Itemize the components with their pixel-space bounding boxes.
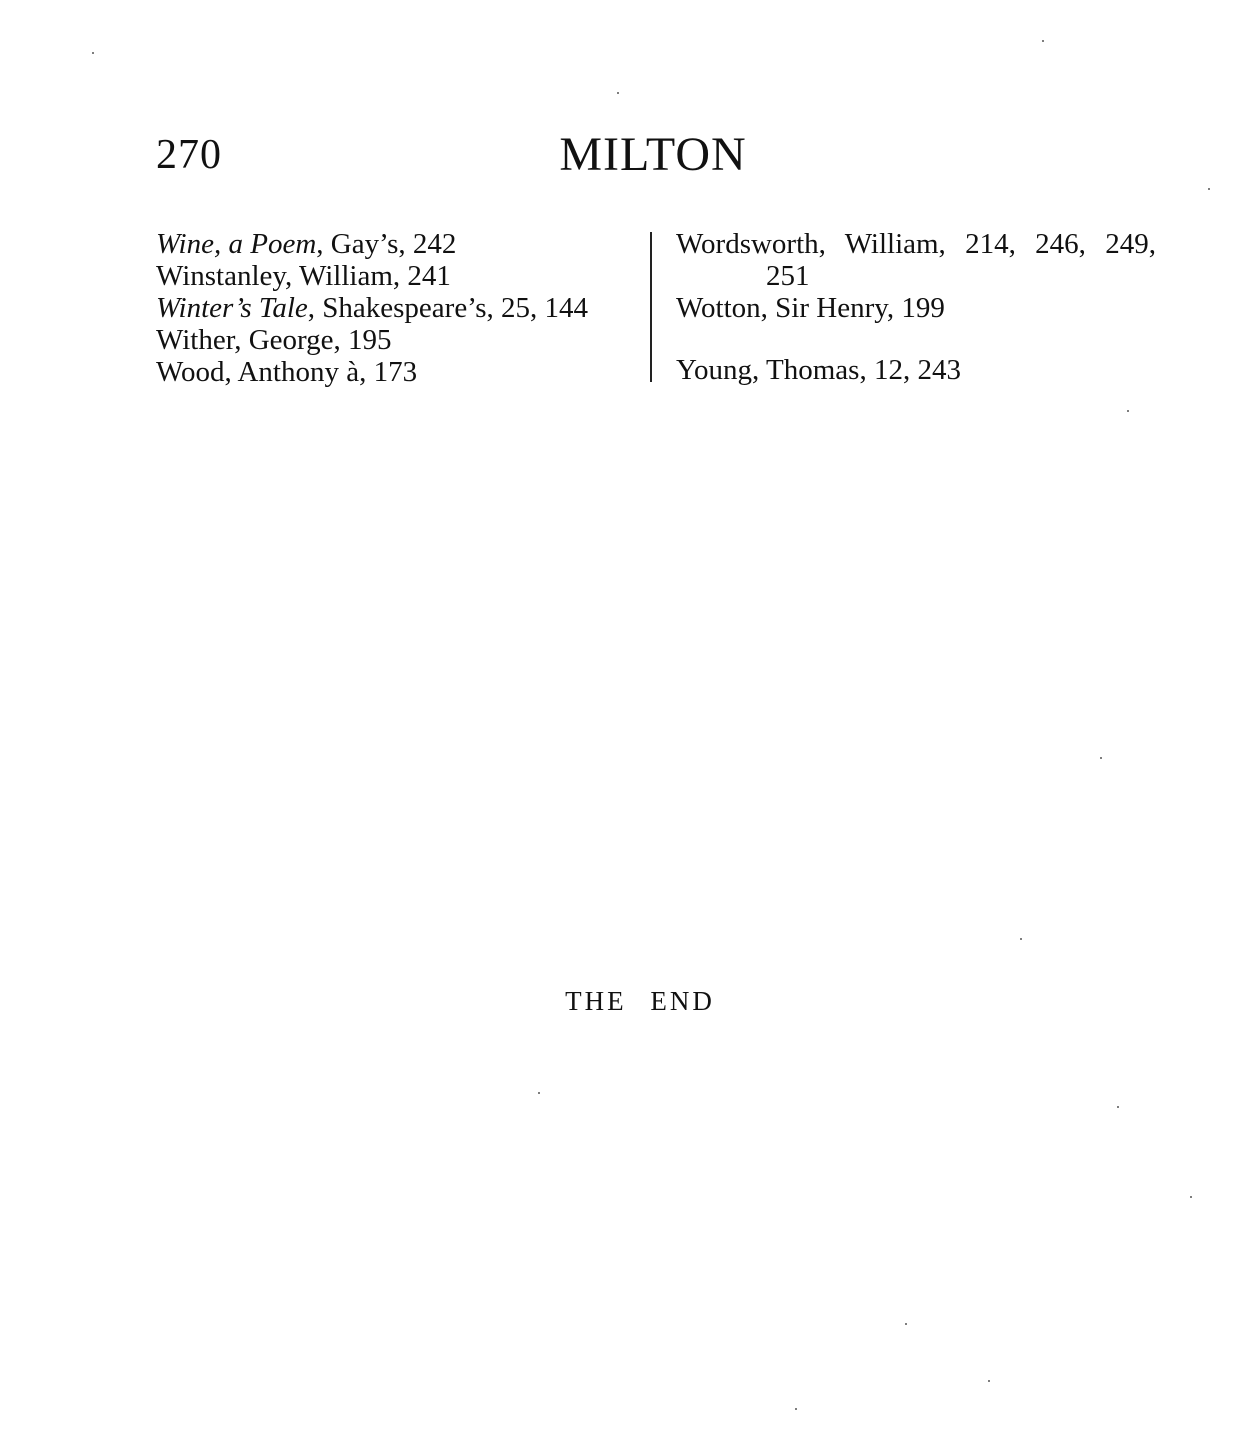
paper-speck	[988, 1380, 990, 1382]
index-column-left	[156, 228, 636, 388]
running-head: MILTON	[559, 128, 747, 181]
entry-title: Winter’s Tale	[156, 292, 308, 324]
paper-speck	[795, 1408, 797, 1410]
index-entry: Young, Thomas, 12, 243	[676, 354, 961, 386]
index-entry	[156, 324, 636, 356]
closing-text: THE END	[565, 986, 715, 1016]
paper-speck	[1020, 938, 1022, 940]
paper-speck	[1190, 1196, 1192, 1198]
index-entry	[156, 260, 636, 292]
paper-speck	[1127, 410, 1129, 412]
paper-speck	[617, 92, 619, 94]
paper-speck	[92, 52, 94, 54]
index-entry	[156, 228, 636, 260]
index-column-right	[676, 228, 1156, 386]
paper-speck	[1117, 1106, 1119, 1108]
entry-text: Winstanley, William, 241	[156, 260, 451, 292]
entry-text: Wood, Anthony à, 173	[156, 356, 418, 388]
index-entry: Wotton, Sir Henry, 199	[676, 292, 945, 324]
paper-speck	[1042, 40, 1044, 42]
entry-title: Wine, a Poem	[156, 228, 317, 260]
index-entry	[156, 292, 636, 324]
paper-speck	[1100, 757, 1102, 759]
entry-text: Wither, George, 195	[156, 324, 392, 356]
paper-speck	[1208, 188, 1210, 190]
paper-speck	[905, 1323, 907, 1325]
entry-text: , Gay’s, 242	[316, 228, 457, 260]
entry-text: , Shakespeare’s, 25, 144	[307, 292, 589, 324]
paper-speck	[538, 1092, 540, 1094]
index-entry	[156, 356, 636, 388]
page-number: 270	[156, 132, 222, 178]
index-entry: Wordsworth, William, 214, 246, 249, 251	[676, 228, 1156, 292]
column-divider	[650, 232, 652, 382]
